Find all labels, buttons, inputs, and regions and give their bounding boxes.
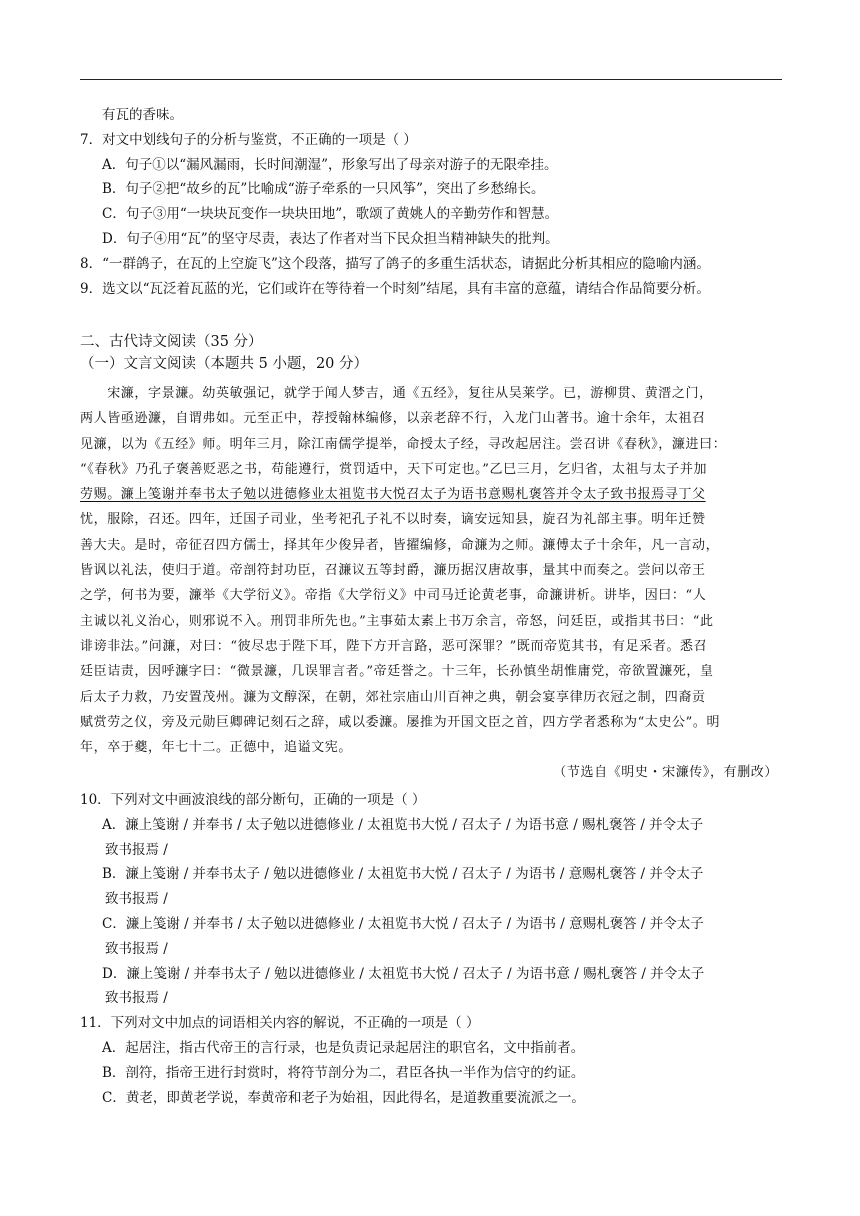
passage-line: 年，卒于夔，年七十二。正德中，追谥文宪。 <box>80 740 353 756</box>
paragraph-tail: 有瓦的香味。 <box>102 107 183 123</box>
q11-option-c: C．黄老，即黄老学说，奉黄帝和老子为始祖，因此得名，是道教重要流派之一。 <box>102 1089 585 1106</box>
passage-line: 主诚以礼义治心，则邪说不入。刑罚非所先也。”主事茹太素上书万余言，帝怒，问廷臣，或指其书曰：“此 <box>80 613 714 629</box>
q7-option-b: B．句子②把“故乡的瓦”比喻成“游子牵系的一只风筝”，突出了乡愁绵长。 <box>102 181 545 198</box>
top-questions <box>80 103 782 301</box>
passage-line: 宋濂，字景濂。幼英敏强记，就学于闻人梦吉，通《五经》，复往从吴莱学。已，游柳贯、黄溍之门， <box>80 386 713 401</box>
classical-passage <box>80 381 784 786</box>
q10-option-b-cont: 致书报焉 / <box>105 891 168 908</box>
section-header <box>80 331 782 375</box>
later-questions <box>80 788 782 1110</box>
question-7: 7．对文中划线句子的分析与鉴赏，不正确的一项是（ ） <box>80 131 417 148</box>
question-8: 8．“一群鸽子，在瓦的上空旋飞”这个段落，描写了鸽子的多重生活状态，请据此分析其相应的隐喻内涵。 <box>80 255 710 272</box>
passage-line-wavy: 劳赐。濂上笺谢并奉书太子勉以进德修业太祖览书大悦召太子为语书意赐札褒答并令太子致书报焉寻丁父 <box>80 487 706 503</box>
q7-option-c: C．句子③用“一块块瓦变作一块块田地”，歌颂了黄姚人的辛勤劳作和智慧。 <box>102 206 559 223</box>
q10-option-b: B．濂上笺谢 / 并奉书太子 / 勉以进德修业 / 太祖览书大悦 / 召太子 / 为语书 / 意赐札褒答 / 并令太子 <box>102 866 704 883</box>
q10-option-c: C．濂上笺谢 / 并奉书 / 太子勉以进德修业 / 太祖览书大悦 / 召太子 / 为语书 / 意赐札褒答 / 并令太子 <box>102 915 704 932</box>
passage-line: “《春秋》乃孔子褒善贬恶之书，苟能遵行，赏罚适中，天下可定也。”乙巳三月，乞归省，太祖与太子并加 <box>80 461 708 477</box>
passage-line: 忧，服除，召还。四年，迁国子司业，坐考祀孔子礼不以时奏，谪安远知县，旋召为礼部主事。明年迁赞 <box>80 512 706 528</box>
section-title: 二、古代诗文阅读（35 分） <box>80 334 263 350</box>
passage-line: 赋赏劳之仪，旁及元勋巨卿碑记刻石之辞，咸以委濂。屡推为开国文臣之首，四方学者悉称为“太史公”。明 <box>80 714 721 730</box>
passage-line: 两人皆亟逊濂，自谓弗如。元至正中，荐授翰林编修，以亲老辞不行，入龙门山著书。逾十余年，太祖召 <box>80 411 706 427</box>
passage-line: 廷臣诘责，因呼濂字曰：“微景濂，几误罪言者。”帝廷誉之。十三年，长孙慎坐胡惟庸党，帝欲置濂死，皇 <box>80 664 714 680</box>
subsection-title: （一）文言文阅读（本题共 5 小题，20 分） <box>80 356 369 372</box>
q11-option-b: B．剖符，指帝王进行封赏时，将符节剖分为二，君臣各执一半作为信守的约证。 <box>102 1064 585 1081</box>
passage-line: 皆讽以礼法，使归于道。帝剖符封功臣，召濂议五等封爵，濂历据汉唐故事，量其中而奏之。尝问以帝王 <box>80 563 706 579</box>
passage-line: 诽谤非法。”问濂，对曰：“彼尽忠于陛下耳，陛下方开言路，恶可深罪？”既而帝览其书，有足采者。悉召 <box>80 638 708 654</box>
source-note: （节选自《明史・宋濂传》，有删改） <box>553 765 778 781</box>
question-11: 11．下列对文中加点的词语相关内容的解说，不正确的一项是（ ） <box>80 1015 480 1032</box>
q10-option-a: A．濂上笺谢 / 并奉书 / 太子勉以进德修业 / 太祖览书大悦 / 召太子 / 为语书意 / 赐札褒答 / 并令太子 <box>102 816 704 833</box>
q10-option-a-cont: 致书报焉 / <box>105 841 168 858</box>
question-10: 10．下列对文中画波浪线的部分断句，正确的一项是（ ） <box>80 792 426 808</box>
passage-line: 后太子力救，乃安置茂州。濂为文醇深，在朝，郊社宗庙山川百神之典，朝会宴享律历衣冠之制，四裔贡 <box>80 689 706 705</box>
q7-option-a: A．句子①以“漏风漏雨，长时间潮湿”，形象写出了母亲对游子的无限牵挂。 <box>102 156 558 173</box>
q7-option-d: D．句子④用“瓦”的坚守尽责，表达了作者对当下民众担当精神缺失的批判。 <box>102 230 559 247</box>
question-9: 9．选文以“瓦泛着瓦蓝的光，它们或许在等待着一个时刻”结尾，具有丰富的意蕴，请结合作品简要分析。 <box>80 280 710 297</box>
q10-option-d: D．濂上笺谢 / 并奉书太子 / 勉以进德修业 / 太祖览书大悦 / 召太子 / 为语书意 / 赐札褒答 / 并令太子 <box>102 965 705 982</box>
header-rule <box>80 79 782 80</box>
q11-option-a: A．起居注，指古代帝王的言行录，也是负责记录起居注的职官名，文中指前者。 <box>102 1039 585 1056</box>
passage-line: 善大夫。是时，帝征召四方儒士，择其年少俊异者，皆擢编修，命濂为之师。濂傅太子十余年，凡一言动， <box>80 537 720 553</box>
q10-option-c-cont: 致书报焉 / <box>105 940 168 957</box>
passage-line: 见濂，以为《五经》师。明年三月，除江南儒学提举，命授太子经，寻改起居注。尝召讲《春秋》，濂进曰： <box>80 436 727 452</box>
q10-option-d-cont: 致书报焉 / <box>105 990 168 1007</box>
passage-line: 之学，何书为要，濂举《大学衍义》。帝指《大学衍义》中司马迁论黄老事，命濂讲析。讲毕，因曰：“人 <box>80 588 707 604</box>
